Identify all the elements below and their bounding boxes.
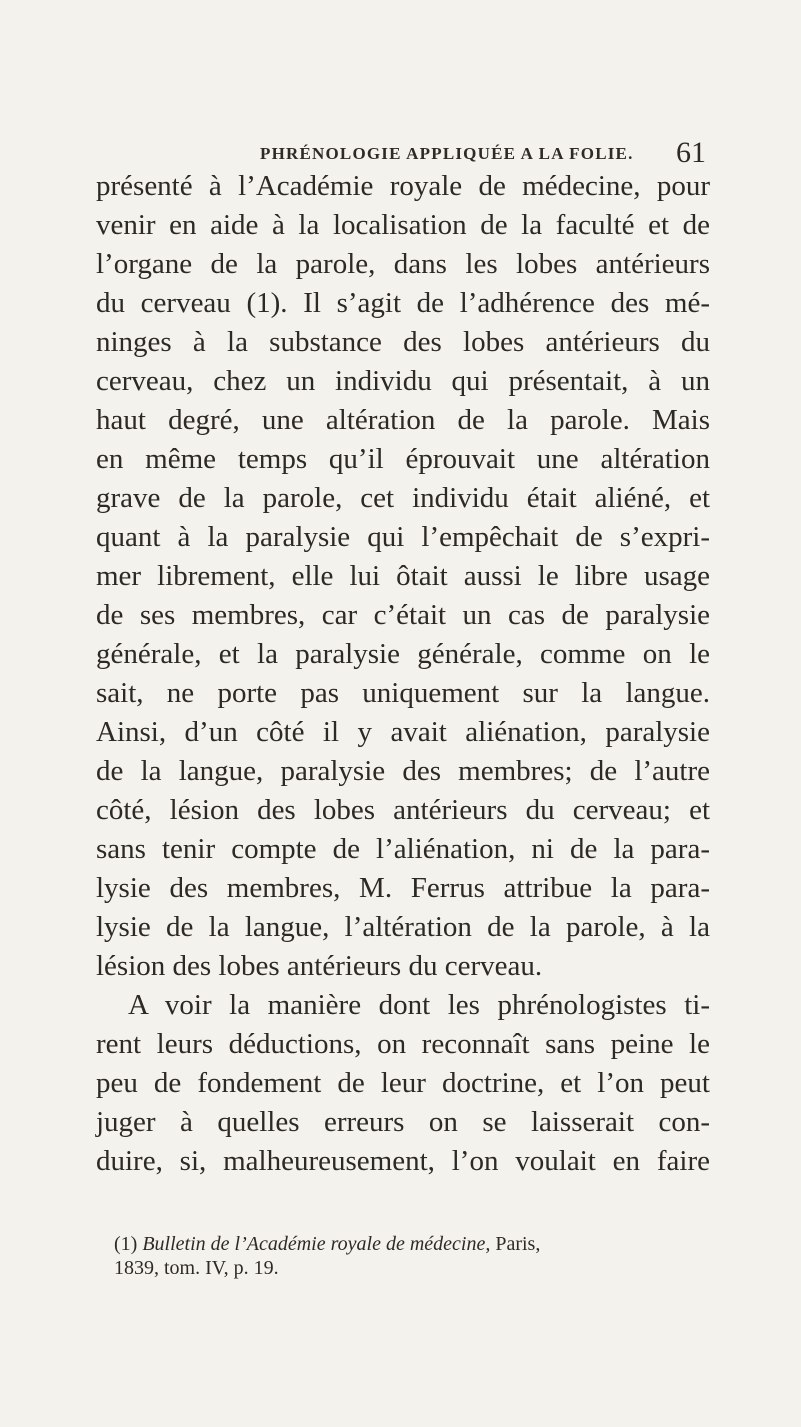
text-line: Ainsi, d’un côté il y avait aliénation, paralysie bbox=[96, 716, 710, 748]
text-line: A voir la manière dont les phrénologistes ti- bbox=[128, 989, 710, 1021]
text-line: en même temps qu’il éprouvait une altération bbox=[96, 443, 710, 475]
footnote-line-2: 1839, tom. IV, p. 19. bbox=[114, 1256, 279, 1279]
footnote-place: Paris, bbox=[495, 1233, 541, 1255]
text-line: l’organe de la parole, dans les lobes antérieurs bbox=[96, 248, 710, 280]
text-line: cerveau, chez un individu qui présentait, à un bbox=[96, 365, 710, 397]
text-line: juger à quelles erreurs on se laisserait con- bbox=[96, 1106, 710, 1138]
text-line: haut degré, une altération de la parole. Mais bbox=[96, 404, 710, 436]
text-line: générale, et la paralysie générale, comme on le bbox=[96, 638, 710, 670]
text-line: sait, ne porte pas uniquement sur la langue. bbox=[96, 677, 710, 709]
text-line: peu de fondement de leur doctrine, et l’on peut bbox=[96, 1067, 710, 1099]
text-line: du cerveau (1). Il s’agit de l’adhérence des mé- bbox=[96, 287, 710, 319]
footnote bbox=[114, 1233, 714, 1280]
text-line: de la langue, paralysie des membres; de l’autre bbox=[96, 755, 710, 787]
text-line: côté, lésion des lobes antérieurs du cerveau; et bbox=[96, 794, 710, 826]
text-line: présenté à l’Académie royale de médecine, pour bbox=[96, 170, 710, 202]
text-line: lysie des membres, M. Ferrus attribue la para- bbox=[96, 872, 710, 904]
footnote-line-1 bbox=[114, 1233, 714, 1257]
text-line: quant à la paralysie qui l’empêchait de s’expri- bbox=[96, 521, 710, 553]
text-line: ninges à la substance des lobes antérieurs du bbox=[96, 326, 710, 358]
text-line: grave de la parole, cet individu était aliéné, et bbox=[96, 482, 710, 514]
footnote-marker: (1) bbox=[114, 1233, 138, 1255]
text-line: sans tenir compte de l’aliénation, ni de la para- bbox=[96, 833, 710, 865]
text-line: duire, si, malheureusement, l’on voulait en faire bbox=[96, 1145, 710, 1177]
text-line: de ses membres, car c’était un cas de paralysie bbox=[96, 599, 710, 631]
text-line: lysie de la langue, l’altération de la parole, à la bbox=[96, 911, 710, 943]
footnote-title: Bulletin de l’Académie royale de médecine, bbox=[142, 1233, 491, 1255]
text-line: lésion des lobes antérieurs du cerveau. bbox=[96, 950, 543, 982]
running-title: PHRÉNOLOGIE APPLIQUÉE A LA FOLIE. bbox=[260, 144, 634, 163]
text-line: rent leurs déductions, on reconnaît sans peine le bbox=[96, 1028, 710, 1060]
text-line: venir en aide à la localisation de la faculté et de bbox=[96, 209, 710, 241]
text-line: mer librement, elle lui ôtait aussi le libre usage bbox=[96, 560, 710, 592]
page-number: 61 bbox=[676, 136, 706, 169]
